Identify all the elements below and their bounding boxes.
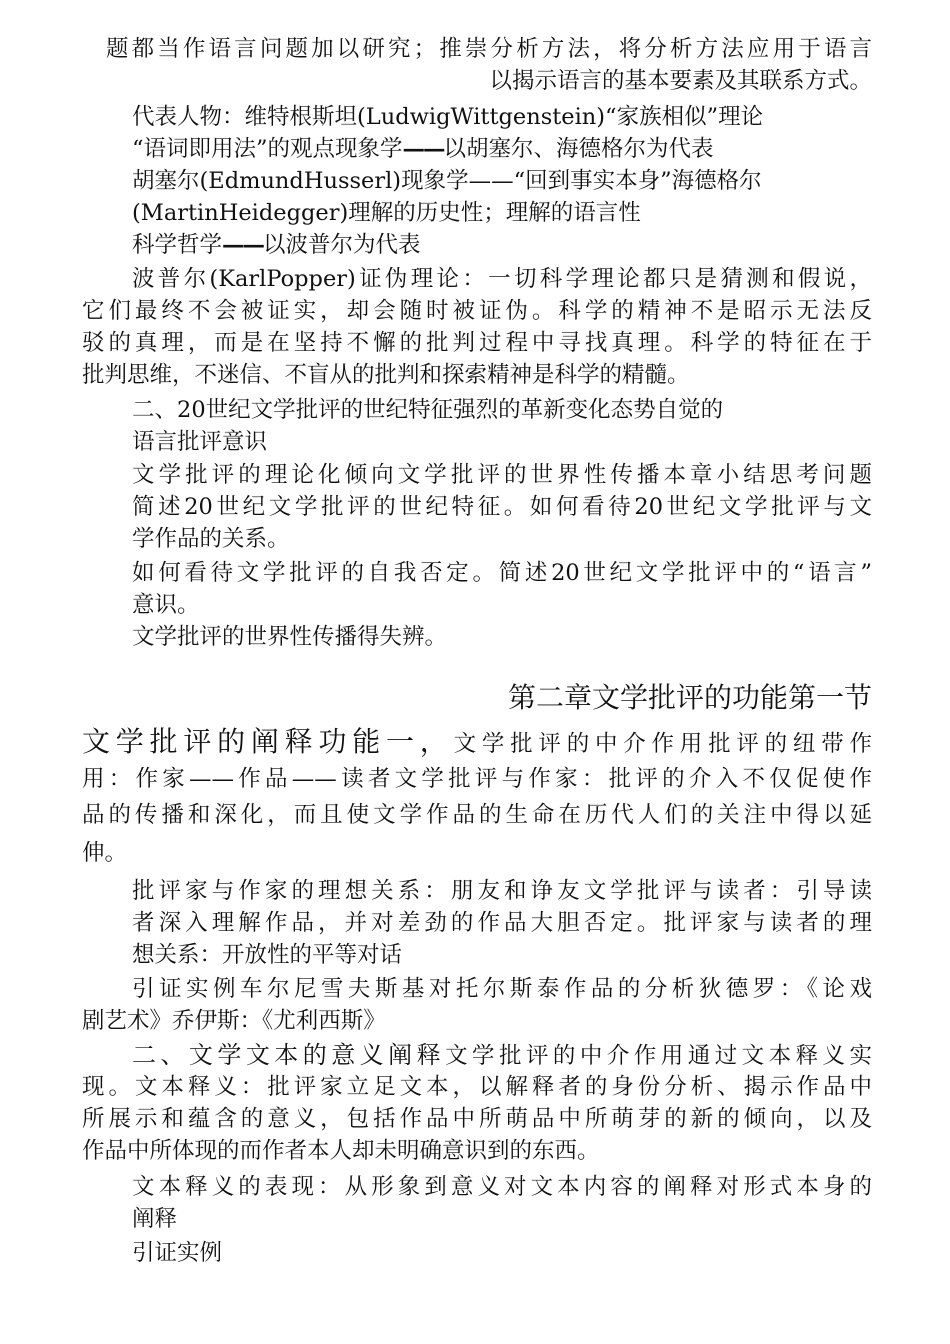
text-line: 简述20世纪文学批评的世纪特征。如何看待20世纪文学批评与文	[132, 494, 872, 520]
text-line: 它们最终不会被证实，却会随时被证伪。科学的精神不是昭示无法反	[82, 298, 872, 324]
text-line: 如何看待文学批评的自我否定。简述20世纪文学批评中的“语言”	[132, 560, 872, 586]
text-span: 文学批评的中介作用通过文本释义实	[445, 1043, 872, 1069]
text-line: 语言批评意识	[132, 429, 268, 455]
text-line: 作品中所体现的而作者本人却未明确意识到的东西。	[82, 1138, 600, 1164]
text-line: 引证实例车尔尼雪夫斯基对托尔斯泰作品的分析狄德罗：《论戏	[132, 976, 872, 1002]
text-line: 波普尔(KarlPopper)证伪理论：一切科学理论都只是猜测和假说，	[132, 266, 872, 292]
text-line: 代表人物：维特根斯坦(LudwigWittgenstein)“家族相似”理论	[132, 104, 764, 130]
text-line: 伸。	[82, 840, 128, 866]
heading-span: 文学批评的阐释功能一，	[82, 725, 454, 758]
text-line: 文学批评的世界性传播得失辨。	[132, 624, 448, 650]
text-line: 题都当作语言问题加以研究；推崇分析方法，将分析方法应用于语言	[106, 36, 872, 62]
text-line: 胡塞尔(EdmundHusserl)现象学——“回到事实本身”海德格尔	[132, 168, 762, 194]
text-line: 引证实例	[132, 1240, 223, 1266]
text-span: “语词即用法”的观点现象学	[132, 136, 403, 162]
chapter-title: 第二章文学批评的功能第一节	[507, 681, 872, 714]
text-line: 驳的真理，而是在坚持不懈的批判过程中寻找真理。科学的特征在于	[82, 330, 872, 356]
text-line: 品的传播和深化，而且使文学作品的生命在历代人们的关注中得以延	[82, 802, 872, 828]
em-dash: ——	[402, 136, 444, 162]
text-span: 以胡塞尔、海德格尔为代表	[443, 136, 714, 162]
text-line: 批判思维，不迷信、不盲从的批判和探索精神是科学的精髓。	[82, 362, 690, 388]
text-line: 文学批评的理论化倾向文学批评的世界性传播本章小结思考问题	[132, 462, 872, 488]
text-line: 者深入理解作品，并对差劲的作品大胆否定。批评家与读者的理	[132, 910, 872, 936]
section-heading	[82, 722, 872, 762]
text-line: 剧艺术》乔伊斯：《尤利西斯》	[82, 1008, 386, 1034]
text-line: 批评家与作家的理想关系：朋友和诤友文学批评与读者：引导读	[132, 878, 872, 904]
section-heading: 二、20世纪文学批评的世纪特征强烈的革新变化态势自觉的	[132, 397, 724, 423]
text-line: 现。文本释义：批评家立足文本，以解释者的身份分析、揭示作品中	[82, 1074, 872, 1100]
text-line	[132, 1040, 872, 1071]
text-span: 文学批评的中介作用批评的纽带作	[453, 731, 872, 757]
text-line: 文本释义的表现：从形象到意义对文本内容的阐释对形式本身的	[132, 1174, 872, 1200]
text-line: 所展示和蕴含的意义，包括作品中所萌品中所萌芽的新的倾向，以及	[82, 1106, 872, 1132]
text-line: 以揭示语言的基本要素及其联系方式。	[489, 68, 872, 94]
text-line: 阐释	[132, 1206, 178, 1232]
heading-span: 二、文学文本的意义阐释	[132, 1041, 446, 1069]
text-line: 意识。	[132, 592, 200, 618]
text-line	[132, 134, 872, 165]
text-line	[132, 230, 872, 261]
em-dash: ——	[222, 232, 264, 258]
text-line: 想关系：开放性的平等对话	[132, 942, 403, 968]
text-line: (MartinHeidegger)理解的历史性；理解的语言性	[132, 200, 641, 226]
text-span: 以波普尔为代表	[263, 232, 421, 258]
text-line: 用：作家——作品——读者文学批评与作家：批评的介入不仅促使作	[82, 766, 872, 792]
text-span: 科学哲学	[132, 232, 223, 258]
text-line: 学作品的关系。	[132, 526, 290, 552]
